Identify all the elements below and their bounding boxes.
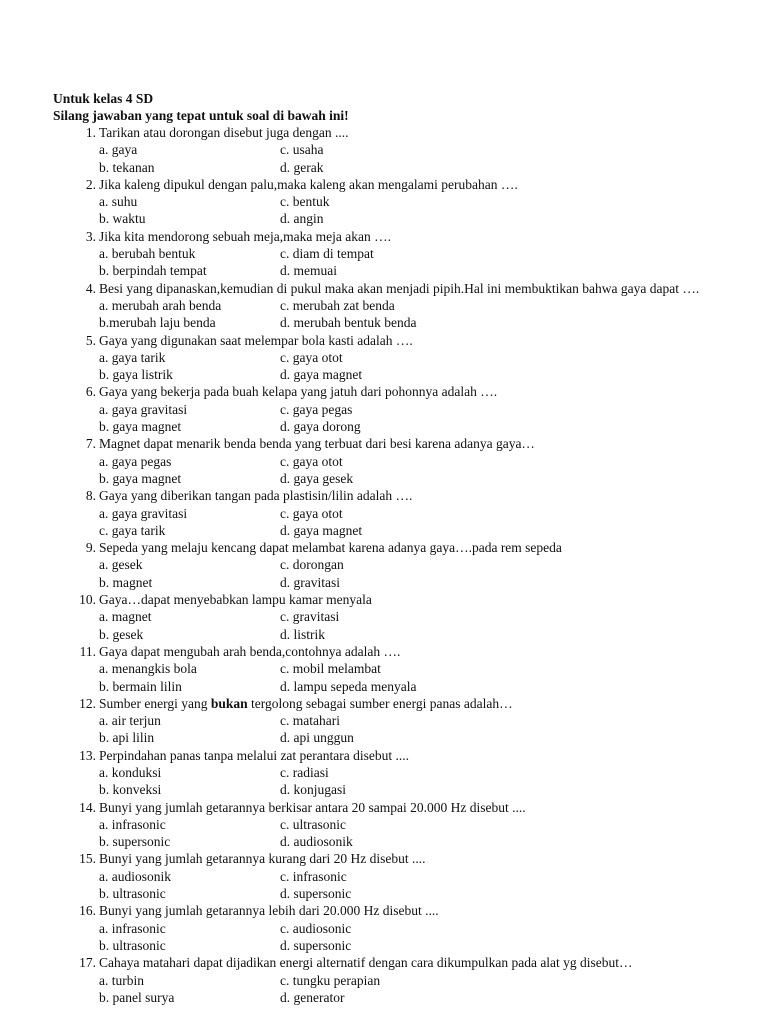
question-item xyxy=(0,124,768,176)
question-stem: Bunyi yang jumlah getarannya lebih dari 20.000 Hz disebut .... xyxy=(99,903,439,919)
answer-option[interactable]: d. gaya gesek xyxy=(280,470,354,486)
question-text xyxy=(0,280,768,297)
answer-option[interactable]: c. tungku perapian xyxy=(280,972,381,988)
question-stem: Jika kita mendorong sebuah meja,maka meja akan …. xyxy=(99,228,392,244)
answer-option[interactable]: a. gaya gravitasi xyxy=(99,401,188,417)
question-stem-part: tergolong sebagai sumber energi panas adalah… xyxy=(247,695,513,711)
question-number: 8. xyxy=(85,488,96,504)
question-number: 10. xyxy=(79,592,96,608)
question-number: 2. xyxy=(85,176,96,192)
answer-option[interactable]: b. berpindah tempat xyxy=(99,263,207,279)
option-row xyxy=(0,833,768,850)
question-number: 6. xyxy=(85,384,96,400)
option-row xyxy=(0,781,768,798)
answer-option[interactable]: c. gaya tarik xyxy=(99,522,166,538)
question-stem-part: Sumber energi yang xyxy=(99,695,211,711)
answer-option[interactable]: b. gaya magnet xyxy=(99,470,182,486)
answer-option[interactable]: d. gerak xyxy=(280,159,324,175)
question-item xyxy=(0,954,768,1006)
answer-option[interactable]: b. bermain lilin xyxy=(99,678,182,694)
option-row xyxy=(0,885,768,902)
question-number: 13. xyxy=(79,747,96,763)
answer-option[interactable]: b. supersonic xyxy=(99,834,171,850)
question-stem-emphasis: bukan xyxy=(210,695,248,711)
option-row xyxy=(0,262,768,279)
page-title: Untuk kelas 4 SD xyxy=(53,91,154,106)
question-text xyxy=(0,799,768,816)
question-list xyxy=(0,124,768,1006)
question-text xyxy=(0,850,768,867)
question-item xyxy=(0,228,768,280)
question-stem: Cahaya matahari dapat dijadikan energi alternatif dengan cara dikumpulkan pada alat yg disebut… xyxy=(99,955,633,971)
answer-option[interactable]: a. suhu xyxy=(99,194,138,210)
question-number: 5. xyxy=(85,332,96,348)
answer-option[interactable]: d. memuai xyxy=(280,263,337,279)
question-text xyxy=(0,383,768,400)
answer-option[interactable]: d. merubah bentuk benda xyxy=(280,315,417,331)
answer-option[interactable]: b. gesek xyxy=(99,626,144,642)
question-stem: Besi yang dipanaskan,kemudian di pukul maka akan menjadi pipih.Hal ini membuktikan bahwa gaya dapat …. xyxy=(99,280,700,296)
question-number: 9. xyxy=(85,540,96,556)
answer-option[interactable]: c. gaya otot xyxy=(280,453,343,469)
option-row xyxy=(0,245,768,262)
answer-option[interactable]: c. gravitasi xyxy=(280,609,340,625)
answer-option[interactable]: a. infrasonic xyxy=(99,920,166,936)
question-text xyxy=(0,176,768,193)
question-number: 3. xyxy=(85,228,96,244)
answer-option[interactable]: c. merubah zat benda xyxy=(280,297,395,313)
question-item xyxy=(0,435,768,487)
question-item xyxy=(0,539,768,591)
answer-option[interactable]: d. lampu sepeda menyala xyxy=(280,678,417,694)
question-stem: Gaya yang bekerja pada buah kelapa yang jatuh dari pohonnya adalah …. xyxy=(99,384,498,400)
question-number: 1. xyxy=(85,125,96,140)
option-row xyxy=(0,366,768,383)
question-text xyxy=(0,435,768,452)
question-item xyxy=(0,643,768,695)
question-item xyxy=(0,591,768,643)
option-row xyxy=(0,349,768,366)
answer-option[interactable]: a. air terjun xyxy=(99,713,161,729)
option-row xyxy=(0,314,768,331)
instruction-text: Silang jawaban yang tepat untuk soal di bawah ini! xyxy=(53,108,349,123)
question-item xyxy=(0,280,768,332)
option-row xyxy=(0,712,768,729)
option-row xyxy=(0,816,768,833)
answer-option[interactable]: a. gaya gravitasi xyxy=(99,505,188,521)
question-text xyxy=(0,902,768,919)
option-row xyxy=(0,418,768,435)
answer-option[interactable]: b. ultrasonic xyxy=(99,886,166,902)
answer-option[interactable]: c. gaya otot xyxy=(280,349,343,365)
question-stem: Gaya dapat mengubah arah benda,contohnya adalah …. xyxy=(99,643,401,659)
answer-option[interactable]: c. bentuk xyxy=(280,194,330,210)
option-row xyxy=(0,868,768,885)
question-item xyxy=(0,487,768,539)
option-row xyxy=(0,989,768,1006)
answer-option[interactable]: a. magnet xyxy=(99,609,152,625)
question-stem: Gaya yang diberikan tangan pada plastisin/lilin adalah …. xyxy=(99,488,413,504)
question-stem: Sepeda yang melaju kencang dapat melambat karena adanya gaya….pada rem sepeda xyxy=(99,540,562,556)
option-row xyxy=(0,470,768,487)
option-row xyxy=(0,401,768,418)
answer-option[interactable]: c. gaya otot xyxy=(280,505,343,521)
question-item xyxy=(0,799,768,851)
option-row xyxy=(0,937,768,954)
option-row xyxy=(0,297,768,314)
answer-option[interactable]: a. menangkis bola xyxy=(99,661,197,677)
option-row xyxy=(0,608,768,625)
question-text xyxy=(0,954,768,971)
answer-option[interactable]: d. listrik xyxy=(280,626,326,642)
option-row xyxy=(0,678,768,695)
answer-option[interactable]: d. gaya dorong xyxy=(280,419,361,435)
question-text xyxy=(0,591,768,608)
question-number: 17. xyxy=(79,955,96,971)
question-number: 14. xyxy=(79,799,96,815)
question-item xyxy=(0,695,768,747)
answer-option[interactable]: c. usaha xyxy=(280,142,324,158)
option-row xyxy=(0,626,768,643)
question-text xyxy=(0,332,768,349)
option-row xyxy=(0,159,768,176)
answer-option[interactable]: b. tekanan xyxy=(99,159,155,175)
answer-option[interactable]: c. dorongan xyxy=(280,557,344,573)
answer-option[interactable]: a. berubah bentuk xyxy=(99,246,196,262)
question-text xyxy=(0,695,768,712)
option-row xyxy=(0,729,768,746)
answer-option[interactable]: d. konjugasi xyxy=(280,782,346,798)
answer-option[interactable]: c. audiosonic xyxy=(280,920,352,936)
question-text xyxy=(0,643,768,660)
answer-option[interactable]: d. generator xyxy=(280,989,345,1005)
question-item xyxy=(0,176,768,228)
question-item xyxy=(0,332,768,384)
option-row xyxy=(0,193,768,210)
question-number: 11. xyxy=(79,643,96,659)
question-number: 12. xyxy=(79,695,96,711)
option-row xyxy=(0,972,768,989)
question-text xyxy=(0,747,768,764)
answer-option[interactable]: d. api unggun xyxy=(280,730,354,746)
option-row xyxy=(0,210,768,227)
answer-option[interactable]: b. panel surya xyxy=(99,989,175,1005)
answer-option[interactable]: c. infrasonic xyxy=(280,868,347,884)
answer-option[interactable]: b. api lilin xyxy=(99,730,155,746)
answer-option[interactable]: a. infrasonic xyxy=(99,816,166,832)
option-row xyxy=(0,920,768,937)
answer-option[interactable]: d. audiosonik xyxy=(280,834,353,850)
option-row xyxy=(0,141,768,158)
question-number: 7. xyxy=(85,436,96,452)
question-item xyxy=(0,383,768,435)
question-stem: Bunyi yang jumlah getarannya kurang dari 20 Hz disebut .... xyxy=(99,851,426,867)
option-row xyxy=(0,574,768,591)
answer-option[interactable]: d. gravitasi xyxy=(280,574,340,590)
question-stem: Gaya yang digunakan saat melempar bola kasti adalah …. xyxy=(99,332,413,348)
question-text xyxy=(0,228,768,245)
question-item xyxy=(0,902,768,954)
question-stem: Jika kaleng dipukul dengan palu,maka kaleng akan mengalami perubahan …. xyxy=(99,176,518,192)
answer-option[interactable]: a. konduksi xyxy=(99,764,162,780)
answer-option[interactable]: a. audiosonik xyxy=(99,868,171,884)
option-row xyxy=(0,660,768,677)
answer-option[interactable]: d. angin xyxy=(280,211,324,227)
answer-option[interactable]: d. supersonic xyxy=(280,937,352,953)
answer-option[interactable]: b. gaya magnet xyxy=(99,419,182,435)
option-row xyxy=(0,556,768,573)
question-stem: Gaya…dapat menyebabkan lampu kamar menyala xyxy=(99,592,372,608)
question-item xyxy=(0,747,768,799)
answer-option[interactable]: b.merubah laju benda xyxy=(99,315,216,331)
option-row xyxy=(0,764,768,781)
question-item xyxy=(0,850,768,902)
answer-option[interactable]: a. merubah arah benda xyxy=(99,297,222,313)
option-row xyxy=(0,505,768,522)
answer-option[interactable]: b. waktu xyxy=(99,211,146,227)
answer-option[interactable]: d. supersonic xyxy=(280,886,352,902)
answer-option[interactable]: c. radiasi xyxy=(280,764,329,780)
question-number: 4. xyxy=(85,280,96,296)
question-stem: Tarikan atau dorongan disebut juga dengan .... xyxy=(99,125,349,140)
answer-option[interactable]: a. gesek xyxy=(99,557,143,573)
answer-option[interactable]: b. konveksi xyxy=(99,782,162,798)
answer-option[interactable]: b. gaya listrik xyxy=(99,367,173,383)
question-stem: Magnet dapat menarik benda benda yang terbuat dari besi karena adanya gaya… xyxy=(99,436,535,452)
answer-option[interactable]: a. turbin xyxy=(99,972,144,988)
question-number: 15. xyxy=(79,851,96,867)
question-stem: Perpindahan panas tanpa melalui zat perantara disebut .... xyxy=(99,747,410,763)
answer-option[interactable]: c. diam di tempat xyxy=(280,246,374,262)
answer-option[interactable]: d. gaya magnet xyxy=(280,522,363,538)
option-row xyxy=(0,522,768,539)
option-row xyxy=(0,453,768,470)
question-text xyxy=(0,539,768,556)
answer-option[interactable]: c. matahari xyxy=(280,713,340,729)
question-text xyxy=(0,124,768,141)
answer-option[interactable]: b. ultrasonic xyxy=(99,937,166,953)
answer-option[interactable]: a. gaya pegas xyxy=(99,453,172,469)
answer-option[interactable]: b. magnet xyxy=(99,574,153,590)
answer-option[interactable]: c. gaya pegas xyxy=(280,401,353,417)
answer-option[interactable]: a. gaya tarik xyxy=(99,349,166,365)
answer-option[interactable]: c. mobil melambat xyxy=(280,661,381,677)
answer-option[interactable]: d. gaya magnet xyxy=(280,367,363,383)
question-stem: Bunyi yang jumlah getarannya berkisar antara 20 sampai 20.000 Hz disebut .... xyxy=(99,799,526,815)
question-text xyxy=(0,487,768,504)
answer-option[interactable]: c. ultrasonic xyxy=(280,816,346,832)
answer-option[interactable]: a. gaya xyxy=(99,142,138,158)
question-number: 16. xyxy=(79,903,96,919)
